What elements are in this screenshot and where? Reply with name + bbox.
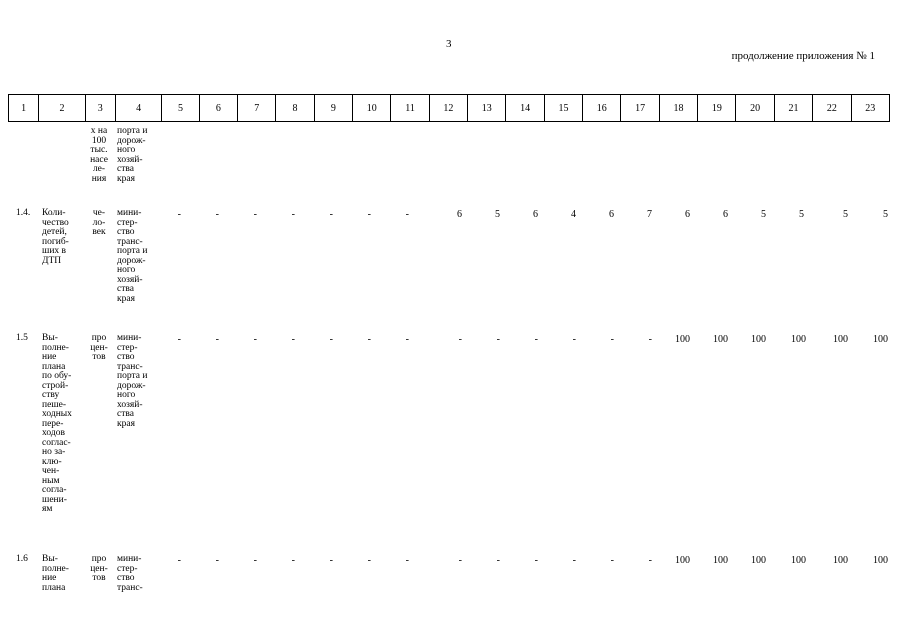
value-col-15: -: [572, 555, 576, 566]
value-col-8: -: [291, 334, 295, 345]
value-col-22: 5: [843, 209, 848, 220]
column-header-7: 7: [238, 95, 276, 122]
row-number: 1.5: [16, 333, 28, 343]
value-col-12: 6: [457, 209, 462, 220]
header-row-table: [8, 94, 890, 122]
row-name: Коли- чество детей, погиб- ших в ДТП: [42, 208, 69, 266]
column-header-17: 17: [621, 95, 659, 122]
value-col-13: -: [496, 555, 500, 566]
column-header-20: 20: [736, 95, 774, 122]
column-header-12: 12: [429, 95, 467, 122]
value-col-5: -: [177, 334, 181, 345]
value-col-21: 100: [791, 555, 806, 566]
column-header-2: 2: [39, 95, 85, 122]
value-col-18: 100: [675, 555, 690, 566]
value-col-20: 100: [751, 334, 766, 345]
value-col-6: -: [215, 555, 219, 566]
value-col-14: -: [534, 334, 538, 345]
continuation-label: продолжение приложения № 1: [731, 50, 875, 62]
value-col-16: -: [610, 555, 614, 566]
value-col-7: -: [253, 555, 257, 566]
value-col-23: 5: [883, 209, 888, 220]
row-number: 1.6: [16, 554, 28, 564]
cont-unit: х на 100 тыс. насе ле- ния: [90, 126, 108, 184]
value-col-5: -: [177, 555, 181, 566]
value-col-13: -: [496, 334, 500, 345]
value-col-18: 100: [675, 334, 690, 345]
value-col-19: 6: [723, 209, 728, 220]
column-header-9: 9: [314, 95, 352, 122]
column-header-18: 18: [659, 95, 697, 122]
value-col-9: -: [329, 334, 333, 345]
column-header-11: 11: [391, 95, 429, 122]
column-number-row: [9, 95, 890, 122]
value-col-16: 6: [609, 209, 614, 220]
column-header-6: 6: [199, 95, 237, 122]
column-header-14: 14: [506, 95, 544, 122]
value-col-23: 100: [873, 555, 888, 566]
value-col-17: 7: [647, 209, 652, 220]
value-col-17: -: [648, 334, 652, 345]
value-col-20: 5: [761, 209, 766, 220]
value-col-8: -: [291, 209, 295, 220]
value-col-14: 6: [533, 209, 538, 220]
value-col-16: -: [610, 334, 614, 345]
value-col-15: 4: [571, 209, 576, 220]
value-col-8: -: [291, 555, 295, 566]
value-col-12: -: [458, 334, 462, 345]
value-col-10: -: [367, 209, 371, 220]
row-unit: про цен- тов: [90, 333, 108, 362]
value-col-10: -: [367, 555, 371, 566]
value-col-9: -: [329, 209, 333, 220]
column-header-16: 16: [583, 95, 621, 122]
column-header-3: 3: [85, 95, 115, 122]
value-col-12: -: [458, 555, 462, 566]
value-col-22: 100: [833, 334, 848, 345]
value-col-17: -: [648, 555, 652, 566]
value-col-19: 100: [713, 555, 728, 566]
page-number: 3: [446, 38, 452, 50]
value-col-14: -: [534, 555, 538, 566]
value-col-23: 100: [873, 334, 888, 345]
value-col-19: 100: [713, 334, 728, 345]
value-col-21: 5: [799, 209, 804, 220]
column-header-22: 22: [813, 95, 851, 122]
value-col-18: 6: [685, 209, 690, 220]
column-header-8: 8: [276, 95, 314, 122]
value-col-11: -: [405, 555, 409, 566]
value-col-5: -: [177, 209, 181, 220]
column-header-4: 4: [115, 95, 161, 122]
row-number: 1.4.: [16, 208, 31, 218]
value-col-22: 100: [833, 555, 848, 566]
row-executor: мини- стер- ство транс- порта и дорож- ного хозяй- ства края: [117, 333, 148, 429]
value-col-6: -: [215, 209, 219, 220]
value-col-15: -: [572, 334, 576, 345]
row-name: Вы- полне- ние плана: [42, 554, 69, 593]
row-unit: че- ло- век: [92, 208, 106, 237]
value-col-7: -: [253, 209, 257, 220]
value-col-10: -: [367, 334, 371, 345]
row-name: Вы- полне- ние плана по обу- строй- ству пеше- ходных пере- ходов соглас- но за- клю- чен- ным согла- шени- ям: [42, 333, 72, 514]
row-unit: про цен- тов: [90, 554, 108, 583]
column-header-15: 15: [544, 95, 582, 122]
value-col-20: 100: [751, 555, 766, 566]
column-header-1: 1: [9, 95, 39, 122]
value-col-6: -: [215, 334, 219, 345]
value-col-11: -: [405, 209, 409, 220]
value-col-7: -: [253, 334, 257, 345]
column-header-5: 5: [162, 95, 199, 122]
cont-executor: порта и дорож- ного хозяй- ства края: [117, 126, 148, 184]
column-header-13: 13: [468, 95, 506, 122]
value-col-13: 5: [495, 209, 500, 220]
value-col-11: -: [405, 334, 409, 345]
column-header-10: 10: [353, 95, 391, 122]
column-header-23: 23: [851, 95, 889, 122]
value-col-9: -: [329, 555, 333, 566]
row-executor: мини- стер- ство транс-: [117, 554, 143, 593]
column-header-21: 21: [774, 95, 812, 122]
column-header-19: 19: [698, 95, 736, 122]
value-col-21: 100: [791, 334, 806, 345]
row-executor: мини- стер- ство транс- порта и дорож- ного хозяй- ства края: [117, 208, 148, 304]
